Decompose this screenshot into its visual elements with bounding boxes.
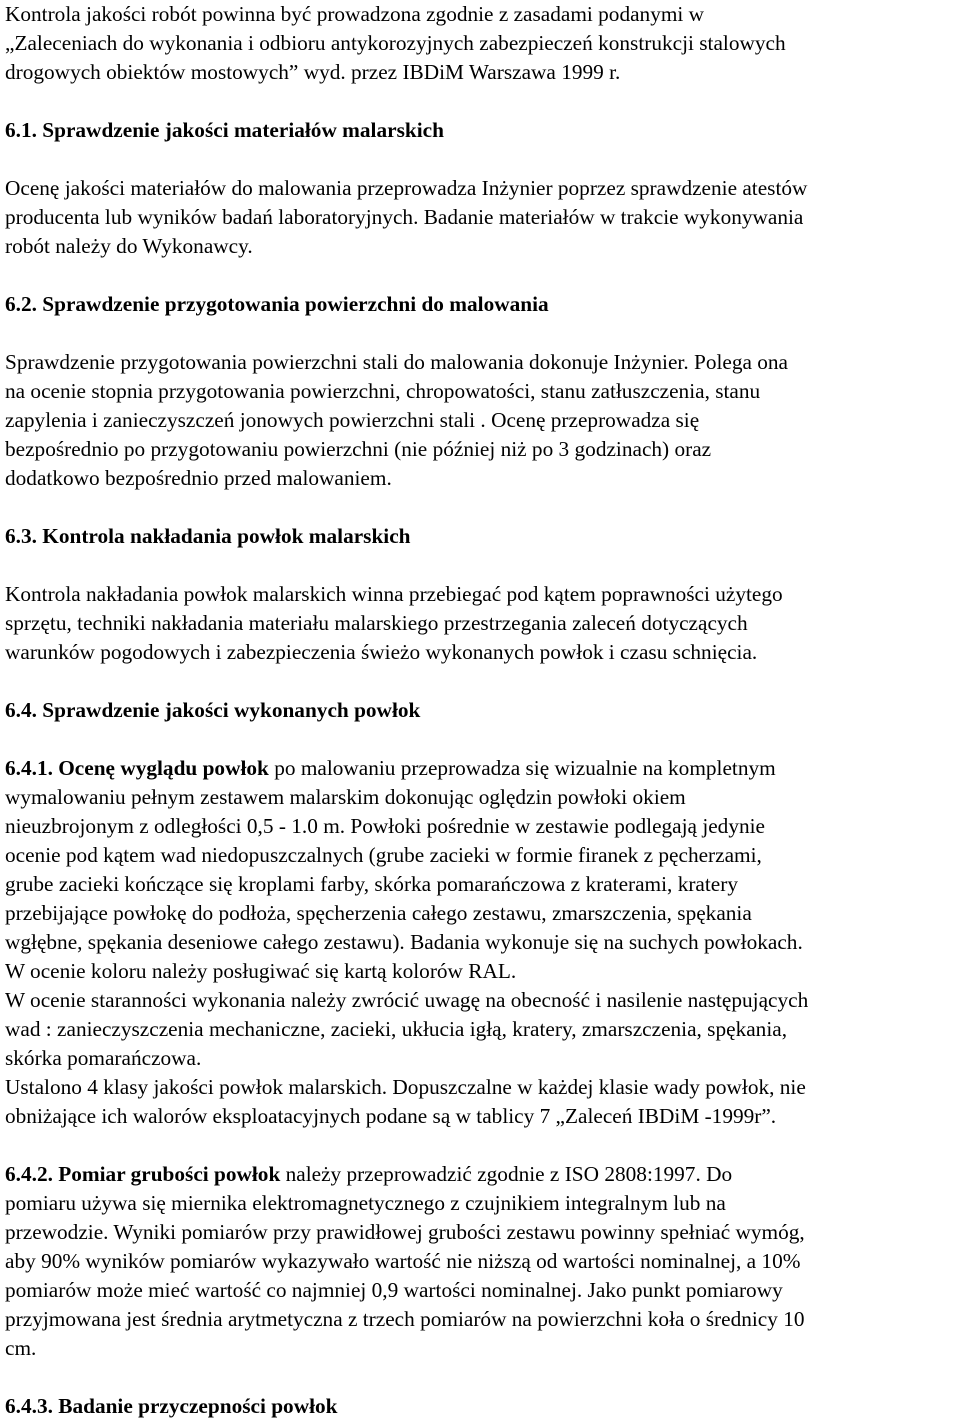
text-fragment: po malowaniu przeprowadza się wizualnie na kompletnym	[268, 756, 776, 780]
text-line: przewodzie. Wyniki pomiarów przy prawidłowej grubości zestawu powinny spełniać wymóg,	[5, 1220, 805, 1244]
text-line: aby 90% wyników pomiarów wykazywało wartość nie niższą od wartości nominalnej, a 10%	[5, 1249, 801, 1273]
text-line: Kontrola nakładania powłok malarskich winna przebiegać pod kątem poprawności użytego	[5, 582, 783, 606]
text-line: zapylenia i zanieczyszczeń jonowych powierzchni stali . Ocenę przeprowadza się	[5, 408, 700, 432]
text-line: przyjmowana jest średnia arytmetyczna z trzech pomiarów na powierzchni koła o średnicy 10	[5, 1307, 805, 1331]
text-line: „Zaleceniach do wykonania i odbioru antykorozyjnych zabezpieczeń konstrukcji stalowych	[5, 31, 786, 55]
document-page	[5, 0, 955, 1421]
text-line: skórka pomarańczowa.	[5, 1046, 202, 1070]
section-6-2-paragraph	[5, 348, 955, 493]
text-line: sprzętu, techniki nakładania materiału malarskiego przestrzegania zaleceń dotyczących	[5, 611, 748, 635]
intro-paragraph	[5, 0, 955, 87]
section-heading-6-4: 6.4. Sprawdzenie jakości wykonanych powłok	[5, 698, 421, 722]
text-line: Ocenę jakości materiałów do malowania przeprowadza Inżynier poprzez sprawdzenie atestów	[5, 176, 808, 200]
subsection-lead-6-4-1: 6.4.1. Ocenę wyglądu powłok	[5, 756, 269, 780]
section-heading-6-1: 6.1. Sprawdzenie jakości materiałów malarskich	[5, 118, 444, 142]
text-line: na ocenie stopnia przygotowania powierzchni, chropowatości, stanu zatłuszczenia, stanu	[5, 379, 761, 403]
text-line: W ocenie koloru należy posługiwać się kartą kolorów RAL.	[5, 959, 517, 983]
text-line: przebijające powłokę do podłoża, spęcherzenia całego zestawu, zmarszczenia, spękania	[5, 901, 752, 925]
section-heading-6-2: 6.2. Sprawdzenie przygotowania powierzchni do malowania	[5, 292, 549, 316]
section-6-4-1-paragraph	[5, 754, 955, 1131]
text-line: ocenie pod kątem wad niedopuszczalnych (grube zacieki w formie firanek z pęcherzami,	[5, 843, 762, 867]
text-line: pomiarów może mieć wartość co najmniej 0,9 wartości nominalnej. Jako punkt pomiarowy	[5, 1278, 783, 1302]
text-line: W ocenie staranności wykonania należy zwrócić uwagę na obecność i nasilenie następujących	[5, 988, 809, 1012]
text-fragment: należy przeprowadzić zgodnie z ISO 2808:1997. Do	[280, 1162, 733, 1186]
section-6-1-paragraph	[5, 174, 955, 261]
text-line: drogowych obiektów mostowych” wyd. przez IBDiM Warszawa 1999 r.	[5, 60, 621, 84]
text-line: wad : zanieczyszczenia mechaniczne, zacieki, ukłucia igłą, kratery, zmarszczenia, spękania,	[5, 1017, 788, 1041]
section-6-4-2-paragraph	[5, 1160, 955, 1363]
text-line: nieuzbrojonym z odległości 0,5 - 1.0 m. Powłoki pośrednie w zestawie podlegają jedynie	[5, 814, 766, 838]
text-line: warunków pogodowych i zabezpieczenia świeżo wykonanych powłok i czasu schnięcia.	[5, 640, 758, 664]
text-line: wymalowaniu pełnym zestawem malarskim dokonując oględzin powłoki okiem	[5, 785, 686, 809]
text-line: Kontrola jakości robót powinna być prowadzona zgodnie z zasadami podanymi w	[5, 2, 705, 26]
text-line: pomiaru używa się miernika elektromagnetycznego z czujnikiem integralnym lub na	[5, 1191, 726, 1215]
text-line: wgłębne, spękania deseniowe całego zestawu). Badania wykonuje się na suchych powłokach.	[5, 930, 803, 954]
text-line: robót należy do Wykonawcy.	[5, 234, 253, 258]
section-heading-6-3: 6.3. Kontrola nakładania powłok malarskich	[5, 524, 411, 548]
text-line: dodatkowo bezpośrednio przed malowaniem.	[5, 466, 392, 490]
subsection-lead-6-4-2: 6.4.2. Pomiar grubości powłok	[5, 1162, 281, 1186]
text-line: producenta lub wyników badań laboratoryjnych. Badanie materiałów w trakcie wykonywania	[5, 205, 804, 229]
text-line: Sprawdzenie przygotowania powierzchni stali do malowania dokonuje Inżynier. Polega ona	[5, 350, 789, 374]
text-line	[5, 1160, 955, 1189]
text-line: bezpośrednio po przygotowaniu powierzchni (nie później niż po 3 godzinach) oraz	[5, 437, 712, 461]
text-line: grube zacieki kończące się kroplami farby, skórka pomarańczowa z kraterami, kratery	[5, 872, 738, 896]
text-line	[5, 754, 955, 783]
text-line: cm.	[5, 1336, 37, 1360]
text-line: Ustalono 4 klasy jakości powłok malarskich. Dopuszczalne w każdej klasie wady powłok, nie	[5, 1075, 806, 1099]
text-line: obniżające ich walorów eksploatacyjnych podane są w tablicy 7 „Zaleceń IBDiM -1999r”.	[5, 1104, 777, 1128]
section-heading-6-4-3: 6.4.3. Badanie przyczepności powłok	[5, 1394, 338, 1418]
section-6-3-paragraph	[5, 580, 955, 667]
